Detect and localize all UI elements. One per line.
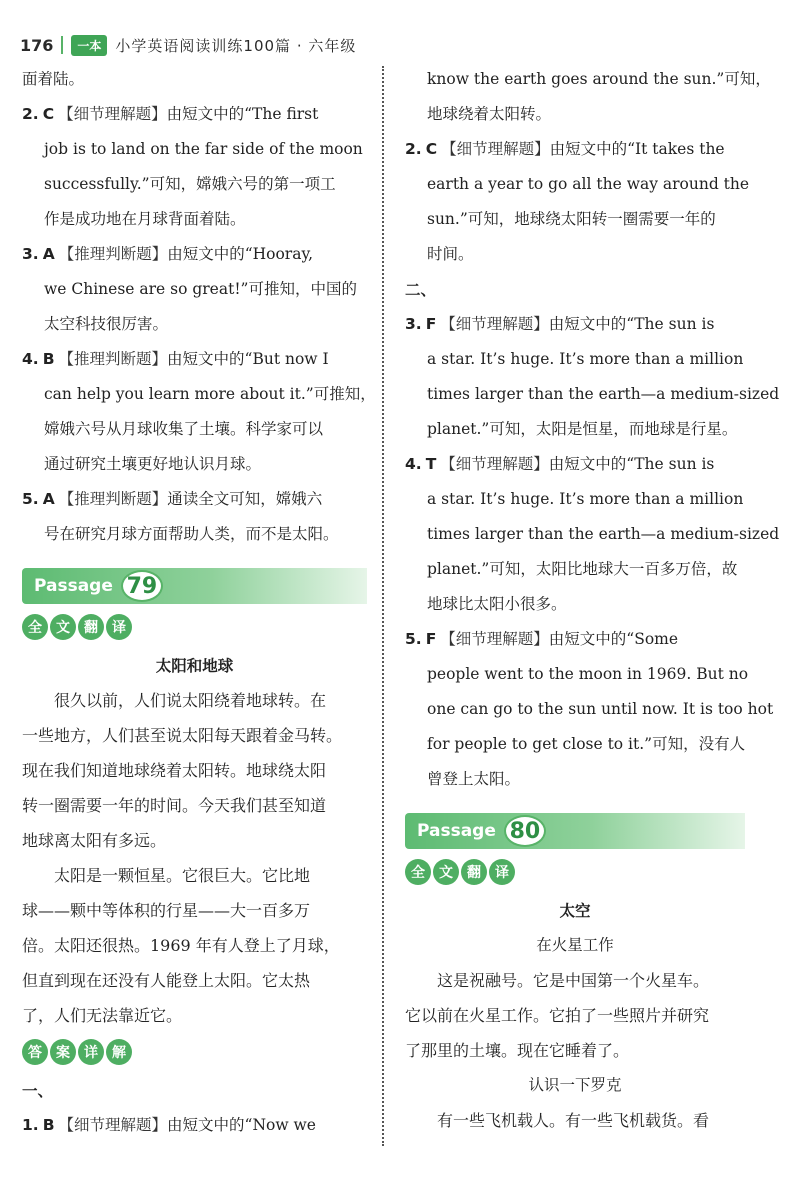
item-text: 由短文中的“It takes the xyxy=(549,140,725,158)
item-type: 【细节理解题】 xyxy=(440,315,549,333)
item-text: a star. It’s huge. It’s more than a million xyxy=(427,490,744,508)
item-text: 由短文中的“Some xyxy=(548,630,679,648)
item-text: 太空科技很厉害。 xyxy=(44,315,169,333)
item-text: 由短文中的“But now I xyxy=(167,350,329,368)
right-column xyxy=(405,62,780,1138)
item-number: 5. xyxy=(405,630,422,648)
item-text: 通过研究土壤更好地认识月球。 xyxy=(44,455,262,473)
page-header xyxy=(20,30,356,60)
item-answer: A xyxy=(42,245,55,263)
translation-label: 全 文 翻 译 xyxy=(405,859,745,885)
item-text: 由短文中的“The sun is xyxy=(548,455,715,473)
answer-explanation-label: 答 案 详 解 xyxy=(22,1039,367,1065)
paragraph: 有一些飞机载人。有一些飞机载货。看 xyxy=(437,1111,710,1130)
item-type: 【细节理解题】 xyxy=(58,1116,168,1134)
item-answer: C xyxy=(42,105,55,123)
item-text: planet.”可知，太阳是恒星，而地球是行星。 xyxy=(427,420,738,438)
item-answer: B xyxy=(42,350,55,368)
item-type: 【推理判断题】 xyxy=(58,245,168,263)
passage-label: Passage xyxy=(417,821,496,841)
item-type: 【细节理解题】 xyxy=(441,140,550,158)
item-text: 嫦娥六号从月球收集了土壤。科学家可以 xyxy=(44,420,324,438)
passage-number: 80 xyxy=(504,815,546,847)
item-text: 号在研究月球方面帮助人类，而不是太阳。 xyxy=(44,525,339,543)
column-divider xyxy=(382,66,384,1146)
item-text: 由短文中的“The first xyxy=(166,105,319,123)
item-text: 由短文中的“Now we xyxy=(167,1116,316,1134)
item-text: 由短文中的“The sun is xyxy=(548,315,715,333)
item-number: 1. xyxy=(22,1116,39,1134)
item-text: we Chinese are so great!”可推知，中国的 xyxy=(44,280,357,298)
item-text: sun.”可知，地球绕太阳转一圈需要一年的 xyxy=(427,210,716,228)
answer-item-2 xyxy=(405,132,750,272)
item-text: 地球比太阳小很多。 xyxy=(427,595,567,613)
item-answer: B xyxy=(42,1116,55,1134)
answer-item-1 xyxy=(22,1108,367,1143)
item-text: one can go to the sun until now. It is too hot xyxy=(427,700,774,718)
left-column xyxy=(22,62,376,1143)
book-title: 小学英语阅读训练100篇 · 六年级 xyxy=(115,36,357,55)
item-text: 由短文中的“Hooray, xyxy=(167,245,314,263)
item-number: 4. xyxy=(405,455,422,473)
item-text: times larger than the earth—a medium-sized xyxy=(427,525,780,543)
translation-label: 全 文 翻 译 xyxy=(22,614,367,640)
item-text: a star. It’s huge. It’s more than a million xyxy=(427,350,744,368)
answer-item-4 xyxy=(405,447,780,622)
item-text: 时间。 xyxy=(427,245,474,263)
item-text: times larger than the earth—a medium-sized xyxy=(427,385,780,403)
paragraph: 这是祝融号。它是中国第一个火星车。 它以前在火星工作。它拍了一些照片并研究 了那里的土壤。现在它睡着了。 xyxy=(405,971,710,1060)
passage-banner xyxy=(22,568,367,604)
passage-number: 79 xyxy=(121,570,163,602)
item-type: 【细节理解题】 xyxy=(440,455,549,473)
answer-item-5 xyxy=(22,482,367,552)
continued-text: 地球绕着太阳转。 xyxy=(427,105,552,123)
item-number: 5. xyxy=(22,490,39,508)
item-number: 3. xyxy=(22,245,39,263)
continued-text: know the earth goes around the sun.”可知， xyxy=(427,70,771,88)
item-answer: F xyxy=(425,630,437,648)
item-number: 2. xyxy=(22,105,39,123)
item-text: 通读全文可知，嫦娥六 xyxy=(167,490,323,508)
item-answer: C xyxy=(425,140,438,158)
passage-label: Passage xyxy=(34,576,113,596)
paragraph: 太阳是一颗恒星。它很巨大。它比地 球——颗中等体积的行星——大一百多万 倍。太阳还很热。1969 年有人登上了月球， 但直到现在还没有人能登上太阳。它太热 了，人们无法靠近它。 xyxy=(22,866,340,1025)
page-number: 176 xyxy=(20,35,54,55)
translation-title: 太空 xyxy=(559,901,591,920)
item-type: 【推理判断题】 xyxy=(58,490,168,508)
item-text: earth a year to go all the way around the xyxy=(427,175,750,193)
answer-item-4 xyxy=(22,342,376,482)
item-answer: T xyxy=(425,455,437,473)
item-type: 【推理判断题】 xyxy=(58,350,168,368)
header-divider xyxy=(61,36,63,54)
passage-banner xyxy=(405,813,745,849)
item-text: 曾登上太阳。 xyxy=(427,770,521,788)
part-heading: 一、 xyxy=(22,1081,54,1100)
section-subtitle: 认识一下罗克 xyxy=(528,1076,622,1094)
item-number: 3. xyxy=(405,315,422,333)
brand-logo: 一本 xyxy=(71,35,107,56)
item-text: job is to land on the far side of the moon xyxy=(44,140,363,158)
item-text: successfully.”可知，嫦娥六号的第一项工 xyxy=(44,175,336,193)
answer-item-2 xyxy=(22,97,367,237)
item-number: 4. xyxy=(22,350,39,368)
item-text: can help you learn more about it.”可推知， xyxy=(44,385,376,403)
item-text: 作是成功地在月球背面着陆。 xyxy=(44,210,246,228)
item-text: people went to the moon in 1969. But no xyxy=(427,665,749,683)
continued-text: 面着陆。 xyxy=(22,70,85,88)
translation-title: 太阳和地球 xyxy=(155,656,234,675)
item-answer: F xyxy=(425,315,437,333)
answer-item-3 xyxy=(405,307,780,447)
item-type: 【细节理解题】 xyxy=(58,105,167,123)
item-text: planet.”可知，太阳比地球大一百多万倍，故 xyxy=(427,560,738,578)
paragraph: 很久以前，人们说太阳绕着地球转。在 一些地方，人们甚至说太阳每天跟着金马转。 现在我们知道地球绕着太阳转。地球绕太阳 转一圈需要一年的时间。今天我们甚至知道 地球离太阳有多远。 xyxy=(22,691,343,850)
answer-item-5 xyxy=(405,622,774,797)
item-type: 【细节理解题】 xyxy=(440,630,549,648)
item-answer: A xyxy=(42,490,55,508)
answer-item-3 xyxy=(22,237,367,342)
item-text: for people to get close to it.”可知，没有人 xyxy=(427,735,746,753)
item-number: 2. xyxy=(405,140,422,158)
part-heading: 二、 xyxy=(405,280,437,299)
section-subtitle: 在火星工作 xyxy=(536,936,614,954)
